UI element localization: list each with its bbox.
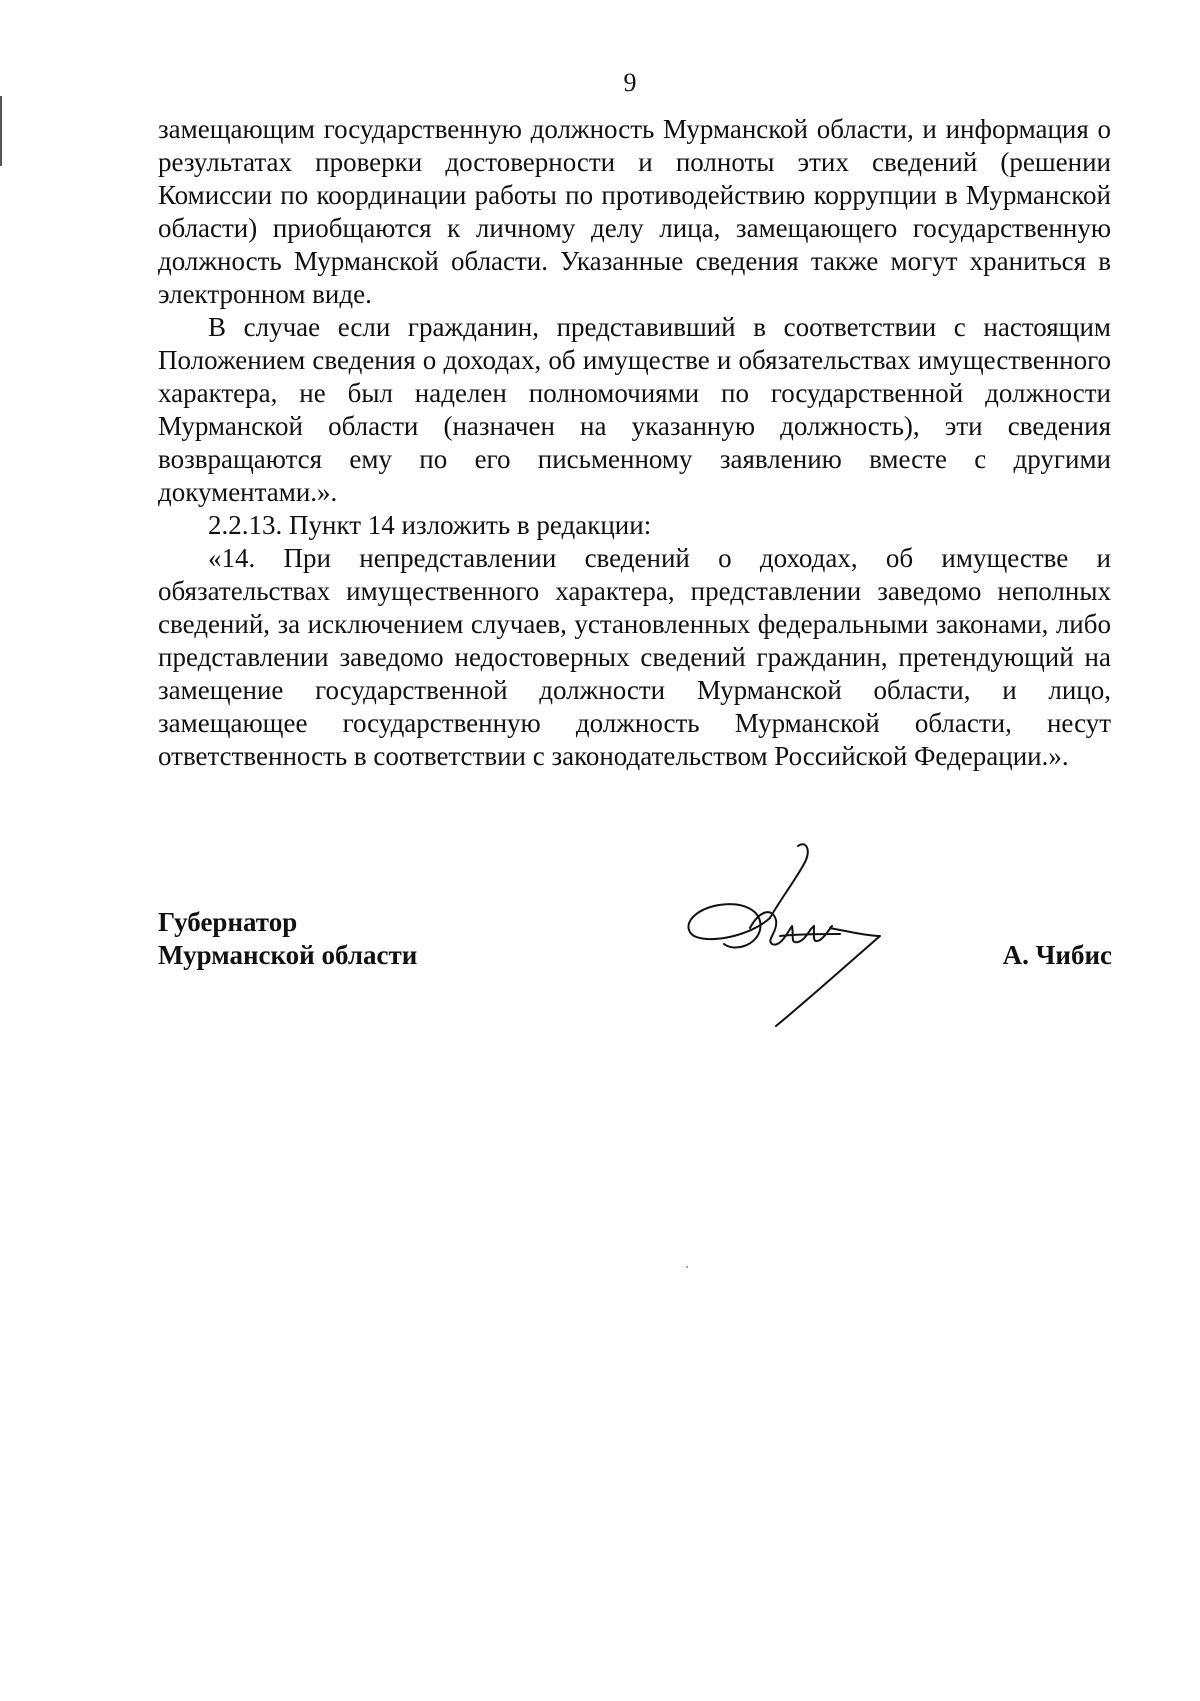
paragraph-return-of-information: В случае если гражданин, представивший в соответствии с настоящим Положением сведения о доходах, об имуществе и обязательствах имущественного характера, не был наделен полномочиями по государственной должности Мурманской области (назначен на указанную должность), эти сведения возвращаются ему по его письменному заявлению вместе с другими документами.». [158,312,1111,507]
signatory-region: Мурманской области [158,940,418,970]
paragraph-continuation: замещающим государственную должность Мурманской области, и информация о результатах проверки достоверности и полноты этих сведений (решении Комиссии по координации работы по противодействию коррупции в Мурманской области) приобщаются к личному делу лица, замещающего государственную должность Мурманской области. Указанные сведения также могут храниться в электронном виде. [158,114,1111,309]
signatory-position [158,906,417,972]
signatory-title: Губернатор [158,907,298,937]
paragraph-point-14: «14. При непредставлении сведений о доходах, об имуществе и обязательствах имущественного характера, представлении заведомо неполных сведений, за исключением случаев, установленных федеральными законами, либо представлении заведомо недостоверных сведений гражданин, претендующий на замещение государственной должности Мурманской области, и лицо, замещающее государственную должность Мурманской области, несут ответственность в соответствии с законодательством Российской Федерации.». [158,543,1111,771]
scan-edge-mark [0,96,2,166]
handwritten-signature [680,840,900,1030]
scan-speck [686,1266,688,1268]
page-number: 9 [623,68,637,97]
signatory-name: А. Чибис [1002,940,1112,970]
paragraph-clause-2-2-13: 2.2.13. Пункт 14 изложить в редакции: [208,510,652,540]
document-body [158,113,1111,773]
